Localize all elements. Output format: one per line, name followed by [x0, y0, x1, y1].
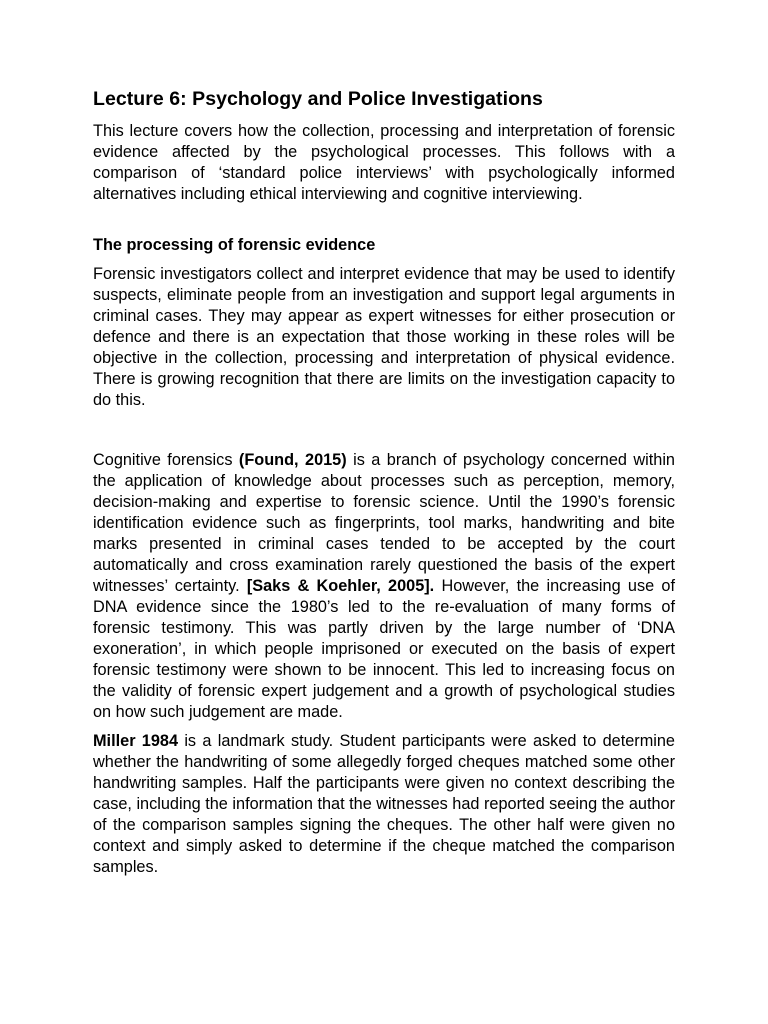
- forensic-investigators-paragraph: Forensic investigators collect and interpret evidence that may be used to identify suspects, eliminate people from an investigation and support legal arguments in criminal cases. They may appear as expert witnesses for either prosecution or defence and there is an expectation that those working in these roles will be objective in the collection, processing and interpretation of physical evidence. There is growing recognition that there are limits on the investigation capacity to do this.: [93, 265, 675, 409]
- citation-found-2015: (Found, 2015): [238, 451, 347, 469]
- document-page: [93, 86, 675, 878]
- para-text: is a landmark study. Student participants were asked to determine whether the handwriting of some allegedly forged cheques matched some other handwriting samples. Half the participants were given no context describing the case, including the information that the witnesses had reported seeing the author of the comparison samples signing the cheques. The other half were given no context and simply asked to determine if the cheque matched the comparison samples.: [93, 732, 675, 876]
- cognitive-forensics-paragraph: [93, 450, 675, 723]
- citation-saks-koehler-2005: [Saks & Koehler, 2005].: [246, 577, 435, 595]
- citation-miller-1984: Miller 1984: [93, 732, 179, 750]
- lecture-title: Lecture 6: Psychology and Police Investigations: [93, 88, 543, 110]
- miller-study-paragraph: [93, 731, 675, 878]
- para-text: Cognitive forensics: [93, 451, 239, 469]
- para-text: However, the increasing use of DNA evidence since the 1980’s led to the re-evaluation of many forms of forensic testimony. This was partly driven by the large number of ‘DNA exoneration’, in which people imprisoned or executed on the basis of expert forensic testimony were shown to be innocent. This led to increasing focus on the validity of forensic expert judgement and a growth of psychological studies on how such judgement are made.: [93, 577, 675, 721]
- para-text: is a branch of psychology concerned within the application of knowledge about processes such as perception, memory, decision-making and expertise to forensic science. Until the 1990’s forensic identification evidence such as fingerprints, tool marks, handwriting and bite marks presented in criminal cases tended to be accepted by the court automatically and cross examination rarely questioned the basis of the expert witnesses’ certainty.: [93, 451, 675, 595]
- section-heading: The processing of forensic evidence: [93, 236, 376, 254]
- intro-paragraph: This lecture covers how the collection, processing and interpretation of forensic evidence affected by the psychological processes. This follows with a comparison of ‘standard police interviews’ with psychologically informed alternatives including ethical interviewing and cognitive interviewing.: [93, 122, 675, 203]
